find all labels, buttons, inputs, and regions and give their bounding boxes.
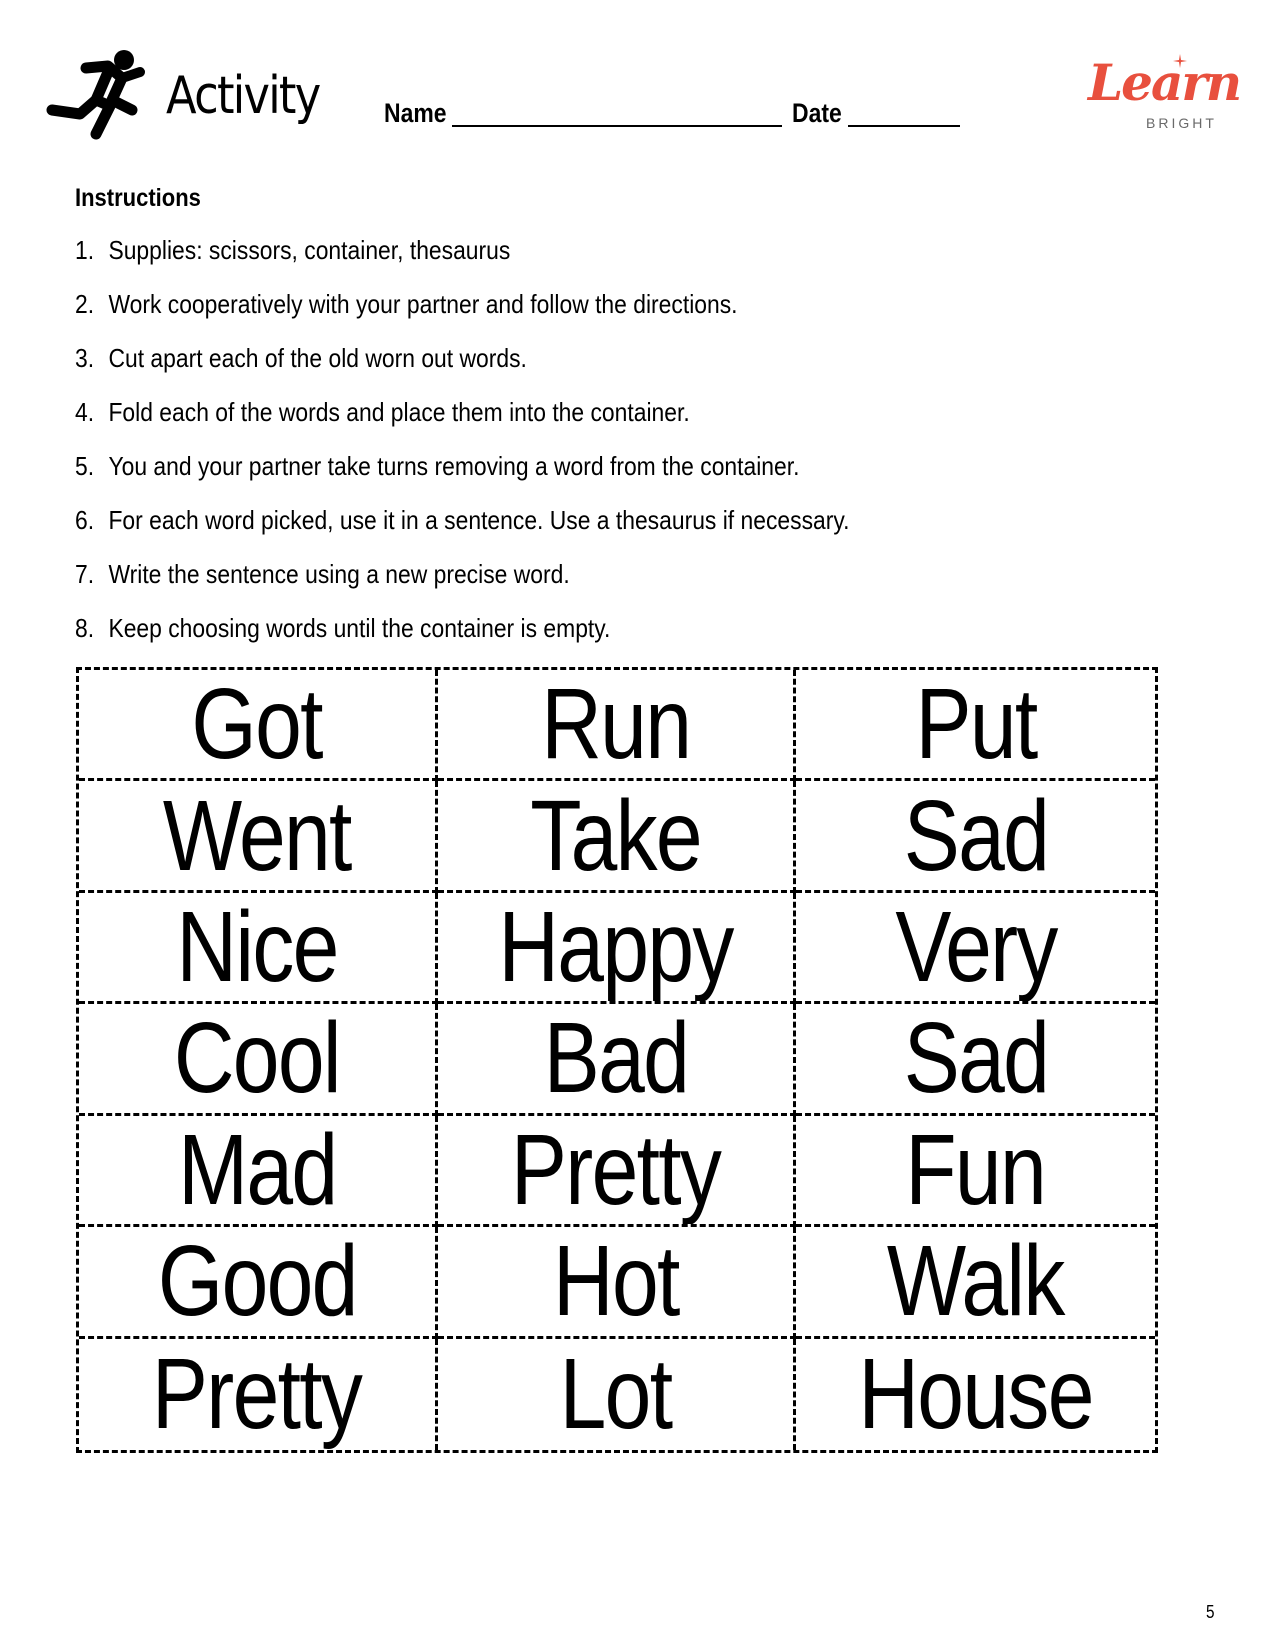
date-label: Date <box>792 98 842 128</box>
date-field-line[interactable] <box>848 125 960 127</box>
word-text: Hot <box>552 1227 679 1338</box>
word-text: Nice <box>176 892 338 1004</box>
word-text: Very <box>894 892 1057 1004</box>
name-label: Name <box>384 98 447 128</box>
word-text: Walk <box>887 1227 1065 1338</box>
word-card[interactable] <box>79 893 438 1004</box>
word-card[interactable] <box>79 1227 438 1338</box>
instruction-number: 1. <box>75 235 95 265</box>
word-card[interactable] <box>796 1004 1155 1115</box>
page-header <box>0 0 1275 160</box>
word-text: House <box>858 1338 1093 1450</box>
word-card[interactable] <box>438 1339 797 1450</box>
word-card[interactable] <box>438 781 797 892</box>
word-text: Got <box>191 670 323 781</box>
word-card[interactable] <box>796 781 1155 892</box>
page-number: 5 <box>1206 1602 1215 1622</box>
word-text: Run <box>540 670 691 781</box>
word-text: Happy <box>498 892 733 1004</box>
word-text: Sad <box>903 1004 1048 1115</box>
instruction-text: Keep choosing words until the container is empty. <box>108 613 611 643</box>
word-text: Went <box>162 781 351 892</box>
instruction-number: 2. <box>75 289 95 319</box>
word-text: Bad <box>543 1004 688 1115</box>
word-card[interactable] <box>438 1227 797 1338</box>
word-text: Mad <box>177 1115 337 1226</box>
word-card[interactable] <box>438 1116 797 1227</box>
instruction-number: 7. <box>75 559 95 589</box>
instruction-number: 4. <box>75 397 95 427</box>
word-card[interactable] <box>79 781 438 892</box>
word-text: Pretty <box>510 1115 721 1226</box>
word-card[interactable] <box>438 1004 797 1115</box>
instruction-number: 6. <box>75 505 95 535</box>
instruction-text: Supplies: scissors, container, thesaurus <box>108 235 511 265</box>
word-text: Cool <box>173 1004 340 1115</box>
instruction-text: For each word picked, use it in a sentence. Use a thesaurus if necessary. <box>108 505 850 535</box>
word-text: Pretty <box>152 1338 362 1450</box>
word-card[interactable] <box>79 1004 438 1115</box>
instruction-number: 5. <box>75 451 95 481</box>
instruction-number: 3. <box>75 343 95 373</box>
word-text: Fun <box>905 1115 1046 1226</box>
logo-tagline: BRIGHT <box>1146 115 1217 131</box>
logo-wordmark: Learn <box>1088 53 1241 112</box>
word-card[interactable] <box>79 670 438 781</box>
word-text: Take <box>530 781 701 892</box>
word-card[interactable] <box>796 1116 1155 1227</box>
word-card[interactable] <box>438 670 797 781</box>
instruction-text: Work cooperatively with your partner and follow the directions. <box>108 289 738 319</box>
instructions-section <box>75 183 975 643</box>
word-card[interactable] <box>796 670 1155 781</box>
activity-title: Activity <box>166 66 320 126</box>
instructions-heading: Instructions <box>75 184 201 212</box>
word-cutout-grid <box>76 667 1158 1453</box>
word-text: Put <box>915 670 1037 781</box>
word-card[interactable] <box>796 1339 1155 1450</box>
instruction-text: You and your partner take turns removing a word from the container. <box>108 451 800 481</box>
word-text: Lot <box>559 1338 672 1450</box>
instruction-text: Write the sentence using a new precise word. <box>108 559 570 589</box>
running-person-icon <box>46 48 146 140</box>
word-card[interactable] <box>79 1339 438 1450</box>
instruction-number: 8. <box>75 613 95 643</box>
word-card[interactable] <box>796 893 1155 1004</box>
instruction-text: Fold each of the words and place them into the container. <box>108 397 690 427</box>
instruction-text: Cut apart each of the old worn out words. <box>108 343 527 373</box>
word-card[interactable] <box>438 893 797 1004</box>
word-text: Good <box>157 1227 357 1338</box>
word-card[interactable] <box>796 1227 1155 1338</box>
word-card[interactable] <box>79 1116 438 1227</box>
word-text: Sad <box>903 781 1048 892</box>
learn-bright-logo <box>1080 53 1241 138</box>
name-field-line[interactable] <box>452 125 782 127</box>
